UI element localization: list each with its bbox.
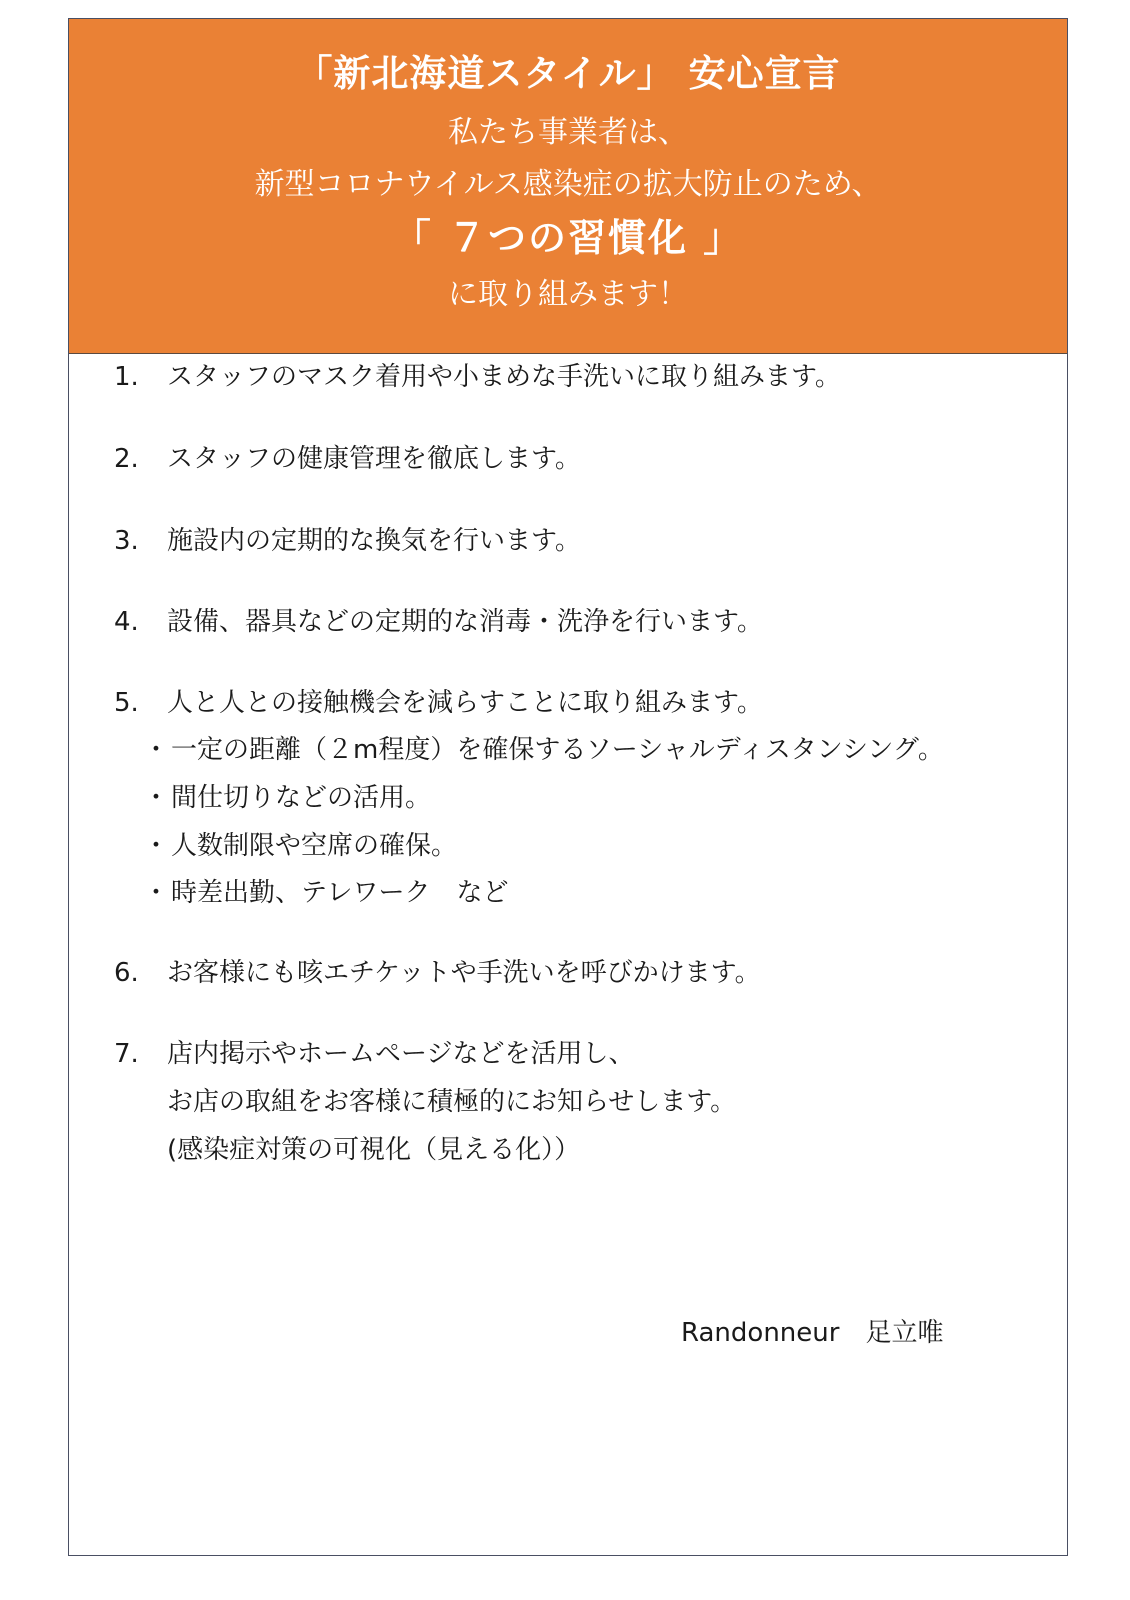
item-text: 店内掲示やホームページなどを活用し、 <box>167 1039 635 1069</box>
list-item-4 <box>114 606 763 638</box>
list-item-6 <box>114 957 761 989</box>
item-7-continuation-2: (感染症対策の可視化（見える化）） <box>167 1135 581 1165</box>
list-item-7 <box>114 1038 634 1070</box>
sub-item-text: 間仕切りなどの活用。 <box>171 783 432 813</box>
list-item-1 <box>114 361 841 393</box>
declaration-title: 「新北海道スタイル」 安心宣言 <box>295 52 841 95</box>
header-banner <box>69 19 1067 354</box>
sub-item-text: 時差出勤、テレワーク など <box>171 878 509 908</box>
item-number: 2. <box>114 444 139 474</box>
sub-item-partitions <box>143 782 431 814</box>
item-text: スタッフのマスク着用や小まめな手洗いに取り組みます。 <box>167 362 841 392</box>
sub-item-capacity <box>143 830 457 862</box>
signature: Randonneur 足立唯 <box>681 1318 944 1348</box>
sub-item-text: 人数制限や空席の確保。 <box>171 831 458 861</box>
item-number: 6. <box>114 958 139 988</box>
declaration-frame <box>68 18 1068 1556</box>
bullet-mark: ・ <box>143 878 170 908</box>
item-text: 人と人との接触機会を減らすことに取り組みます。 <box>167 688 763 718</box>
header-subtitle-3: に取り組みます！ <box>448 277 688 312</box>
sub-item-distancing <box>143 734 944 766</box>
sub-item-text: 一定の距離（２m程度）を確保するソーシャルディスタンシング。 <box>171 735 944 765</box>
bullet-mark: ・ <box>143 735 170 765</box>
item-number: 1. <box>114 362 139 392</box>
bullet-mark: ・ <box>143 783 170 813</box>
item-7-continuation-1: お店の取組をお客様に積極的にお知らせします。 <box>167 1087 737 1117</box>
header-subtitle-1: 私たち事業者は、 <box>448 115 688 150</box>
list-item-5 <box>114 687 763 719</box>
list-item-3 <box>114 525 581 557</box>
item-text: 施設内の定期的な換気を行います。 <box>167 526 581 556</box>
item-text: 設備、器具などの定期的な消毒・洗浄を行います。 <box>167 607 763 637</box>
seven-habits-heading: 「 ７つの習慣化 」 <box>392 216 744 260</box>
item-number: 4. <box>114 607 139 637</box>
item-number: 3. <box>114 526 139 556</box>
list-item-2 <box>114 443 581 475</box>
bullet-mark: ・ <box>143 831 170 861</box>
item-number: 5. <box>114 688 139 718</box>
item-text: スタッフの健康管理を徹底します。 <box>167 444 581 474</box>
item-number: 7. <box>114 1039 139 1069</box>
item-text: お客様にも咳エチケットや手洗いを呼びかけます。 <box>167 958 761 988</box>
sub-item-telework <box>143 877 508 909</box>
header-subtitle-2: 新型コロナウイルス感染症の拡大防止のため、 <box>254 167 882 202</box>
